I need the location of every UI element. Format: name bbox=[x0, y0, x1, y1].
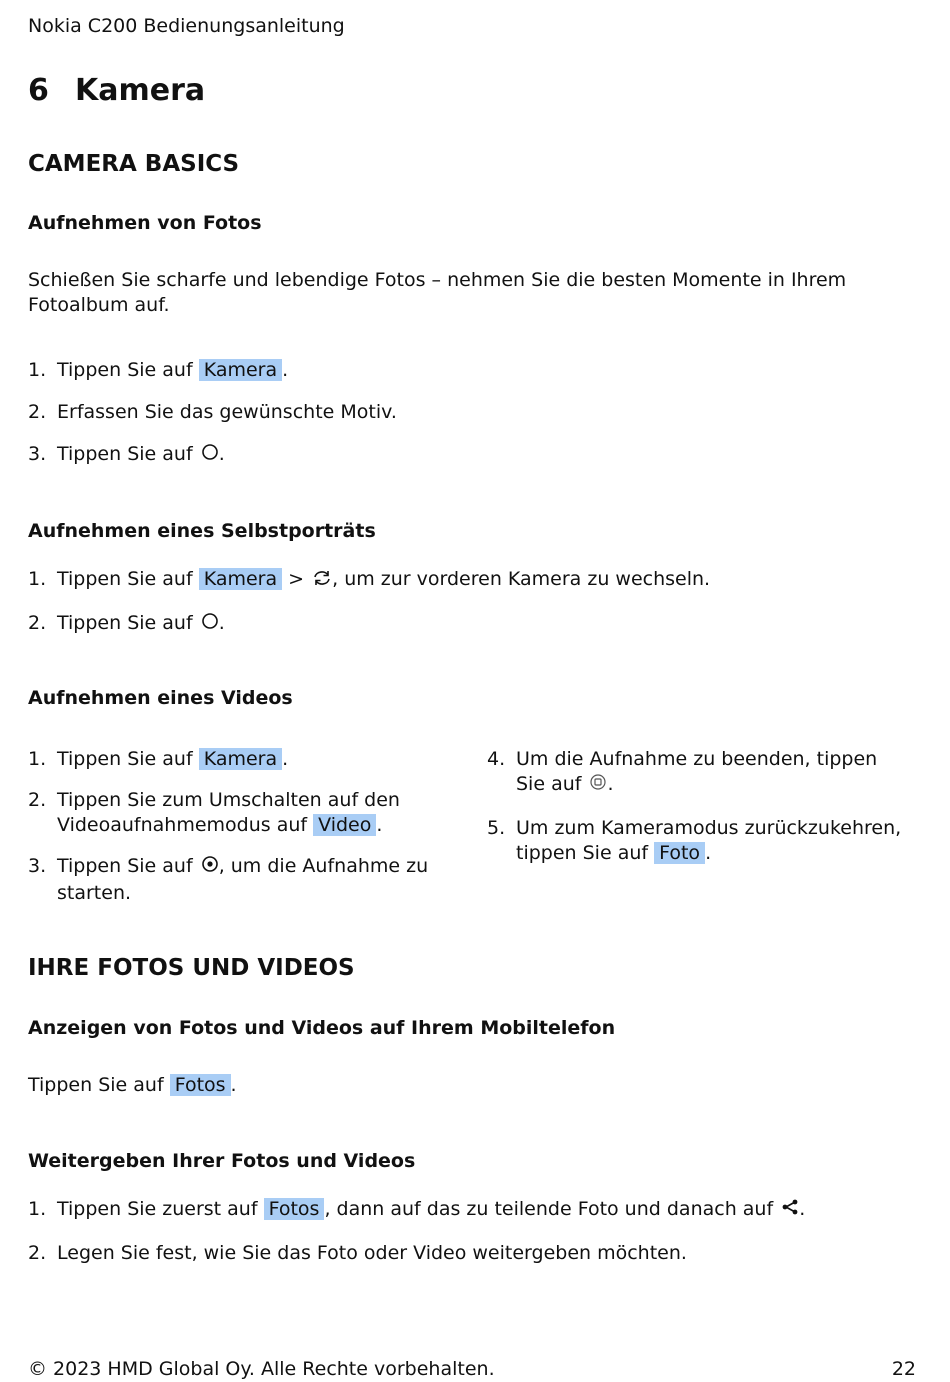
share-steps bbox=[28, 1197, 918, 1266]
list-item: 1. Tippen Sie zuerst auf Fotos , dann auf das zu teilende Foto und danach auf . bbox=[28, 1197, 918, 1224]
chapter-title bbox=[28, 70, 205, 112]
list-item: 3. Tippen Sie auf , um die Aufnahme zu starten. bbox=[28, 855, 429, 904]
chapter-name: Kamera bbox=[75, 73, 206, 108]
subheading-selfie: Aufnehmen eines Selbstporträts bbox=[28, 520, 376, 542]
list-item: 2. Tippen Sie auf . bbox=[28, 611, 908, 638]
stop-icon bbox=[589, 774, 607, 799]
list-item: 3. Tippen Sie auf . bbox=[28, 442, 908, 469]
share-icon bbox=[781, 1199, 799, 1224]
section-heading-camera-basics: CAMERA BASICS bbox=[28, 151, 240, 177]
list-item: 4. Um die Aufnahme zu beenden, tippen Sie auf . bbox=[487, 747, 907, 799]
list-item: 5. Um zum Kameramodus zurückzukehren, tippen Sie auf Foto . bbox=[487, 817, 902, 864]
subheading-view-photos: Anzeigen von Fotos und Videos auf Ihrem Mobiltelefon bbox=[28, 1017, 616, 1039]
video-steps-right bbox=[487, 747, 907, 866]
shutter-circle-icon bbox=[201, 444, 219, 469]
photos-intro: Schießen Sie scharfe und lebendige Fotos – nehmen Sie die besten Momente in Ihrem Fotoalbum auf. bbox=[28, 269, 847, 316]
shutter-circle-icon bbox=[201, 613, 219, 638]
list-item: 1. Tippen Sie auf Kamera . bbox=[28, 359, 289, 381]
subheading-share-photos: Weitergeben Ihrer Fotos und Videos bbox=[28, 1150, 416, 1172]
ui-term-kamera: Kamera bbox=[199, 359, 282, 381]
ui-term-video: Video bbox=[313, 814, 376, 836]
ui-term-kamera: Kamera bbox=[199, 748, 282, 770]
ui-term-fotos: Fotos bbox=[170, 1074, 231, 1096]
list-item: 2. Tippen Sie zum Umschalten auf den Videoaufnahmemodus auf Video . bbox=[28, 789, 400, 836]
subheading-taking-photos: Aufnehmen von Fotos bbox=[28, 212, 262, 234]
video-steps-left bbox=[28, 747, 448, 906]
ui-term-fotos: Fotos bbox=[264, 1198, 325, 1220]
list-item: 2. Legen Sie fest, wie Sie das Foto oder Video weitergeben möchten. bbox=[28, 1242, 687, 1264]
selfie-steps bbox=[28, 567, 908, 638]
photo-steps bbox=[28, 358, 908, 469]
ui-term-foto: Foto bbox=[654, 842, 705, 864]
footer-copyright: © 2023 HMD Global Oy. Alle Rechte vorbehalten. bbox=[28, 1358, 495, 1380]
running-header: Nokia C200 Bedienungsanleitung bbox=[28, 15, 345, 37]
chapter-number: 6 bbox=[28, 73, 49, 108]
view-photos-text: Tippen Sie auf Fotos . bbox=[28, 1074, 237, 1096]
switch-camera-icon bbox=[312, 569, 332, 594]
record-icon bbox=[201, 856, 219, 881]
subheading-video: Aufnehmen eines Videos bbox=[28, 687, 293, 709]
page-number: 22 bbox=[891, 1358, 916, 1380]
list-item: 2. Erfassen Sie das gewünschte Motiv. bbox=[28, 401, 397, 423]
section-heading-your-photos: IHRE FOTOS UND VIDEOS bbox=[28, 955, 355, 981]
list-item: 1. Tippen Sie auf Kamera . bbox=[28, 748, 289, 770]
ui-term-kamera: Kamera bbox=[199, 568, 282, 590]
list-item: 1. Tippen Sie auf Kamera > , um zur vorderen Kamera zu wechseln. bbox=[28, 567, 908, 594]
